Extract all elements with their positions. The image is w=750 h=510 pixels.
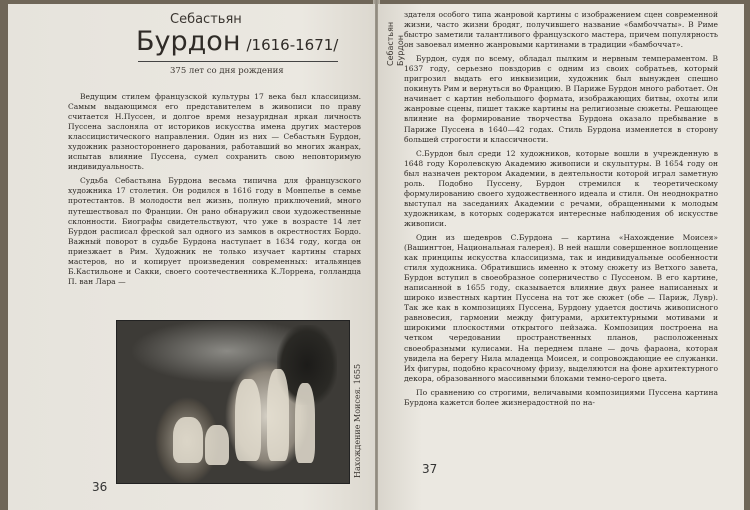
painting-image <box>116 320 350 484</box>
painting-figure <box>235 379 261 461</box>
running-header-line: Бурдон <box>396 35 405 66</box>
article-title <box>136 26 338 57</box>
painting-figure <box>295 383 315 463</box>
left-text-column <box>68 92 361 287</box>
right-page <box>378 4 744 510</box>
page-number: 36 <box>92 480 108 494</box>
painting-figure <box>173 417 203 463</box>
title-years: /1616-1671/ <box>246 36 339 54</box>
paragraph: С.Бурдон был среди 12 художников, которые вошли в учрежденную в 1648 году Королевскую Академию живописи и скульптуры. В 1654 году он был назначен ректором Академии, в деятельности которой играл заметную роль. Подобно Пуссену, Бурдон стремился к теоретическому формулированию своего художественного идеала и стиля. Он неоднократно выступал на заседаниях Академии с речами, обращенными к молодым художникам, в которых содержатся интересные наблюдения об искусстве живописи. <box>404 148 718 228</box>
anniversary-subtitle: 375 лет со дня рождения <box>170 66 284 76</box>
paragraph: Один из шедевров С.Бурдона — картина «Нахождение Моисея» (Вашингтон, Национальная галерея). В ней нашли совершенное воплощение как принципы искусства классицизма, так и индивидуальные особенности стиля художника. Обратившись именно к этому сюжету из Ветхого завета, Бурдон вступил в своеобразное соперничество с Пуссеном. В его картине, написанной в 1655 году, сказывается влияние двух ранее написанных и широко известных картин Пуссена на тот же сюжет (обе — Париж, Лувр). Так же как в композициях Пуссена, Бурдону удается достичь живописного равновесия, гармонии между фигурами, архитектурными мотивами и широкими плоскостями открытого пейзажа. Композиция построена на четком чередовании пространственных планов, расположенных своеобразными кулисами. На переднем плане — дочь фараона, которая увидела на берегу Нила младенца Моисея, и сопровождающие ее служанки. Их фигуры, подобно красочному фризу, выделяются на фоне архитектурного декора, образованного массивными блоками темно-серого цвета. <box>404 232 718 383</box>
paragraph: По сравнению со строгими, величавыми композициями Пуссена картина Бурдона кажется более жизнерадостной по на- <box>404 387 718 407</box>
painting-figure <box>267 369 289 461</box>
title-underline <box>138 61 338 62</box>
painting-figure <box>205 425 229 465</box>
painting-caption: Нахождение Моисея. 1655 <box>353 363 362 478</box>
paragraph: Ведущим стилем французской культуры 17 века был классицизм. Самым выдающимся его представителем в живописи по праву считается Н.Пуссен, и долгое время незаурядная яркая личность Пуссена заслоняла от историков искусства имена других мастеров классицистического направления. Один из них — Себастьян Бурдон, художник разностороннего дарования, работавший во многих жанрах, испытав влияние Пуссена, сумел сохранить свою неповторимую индивидуальность. <box>68 92 361 172</box>
page-number: 37 <box>422 462 438 476</box>
right-text-column <box>404 10 718 408</box>
paragraph: Бурдон, судя по всему, обладал пылким и нервным темпераментом. В 1637 году, серьезно повздорив с одним из своих собратьев, который пригрозил выдать его инквизиции, художник был вынужден спешно покинуть Рим и вернуться во Францию. В Париже Бурдон много работает. Он начинает с картин небольшого формата, изображающих битвы, охоты или жанровые сцены, пишет также картины на религиозные сюжеты. Решающее влияние на формирование творчества Бурдона оказало пребывание в Париже Пуссена в 1640—42 годах. Стиль Бурдона изменяется в сторону большей строгости и классичности. <box>404 54 718 144</box>
running-header-line: Себастьян <box>386 21 395 66</box>
running-header <box>386 22 406 66</box>
header-first-name: Себастьян <box>170 12 242 27</box>
left-page <box>8 4 375 510</box>
paragraph: здателя особого типа жанровой картины с изображением сцен современной жизни, часто жизни бродяг, получившего название «бамбоччаты». В Риме быстро заметили талантливого французского мастера, причем популярность он завоевал именно жанровыми картинами в традиции «бамбоччат». <box>404 10 718 50</box>
title-name: Бурдон <box>136 26 241 57</box>
paragraph: Судьба Себастьяна Бурдона весьма типична для французского художника 17 столетия. Он родился в 1616 году в Монпелье в семье протестантов. В молодости вел жизнь, полную приключений, много путешествовал по Франции. Он рано обнаружил свои художественные склонности. Биографы свидетельствуют, что уже в возрасте 14 лет Бурдон расписал фреской зал одного из замков в окрестностях Бордо. Важный поворот в судьбе Бурдона наступает в 1634 году, когда он приезжает в Рим. Художник не только изучает картины старых мастеров, но и копирует произведения современных: итальянцев Б.Кастильоне и Сакки, своего соотечественника К.Лоррена, голландца П. ван Лара — <box>68 176 361 286</box>
